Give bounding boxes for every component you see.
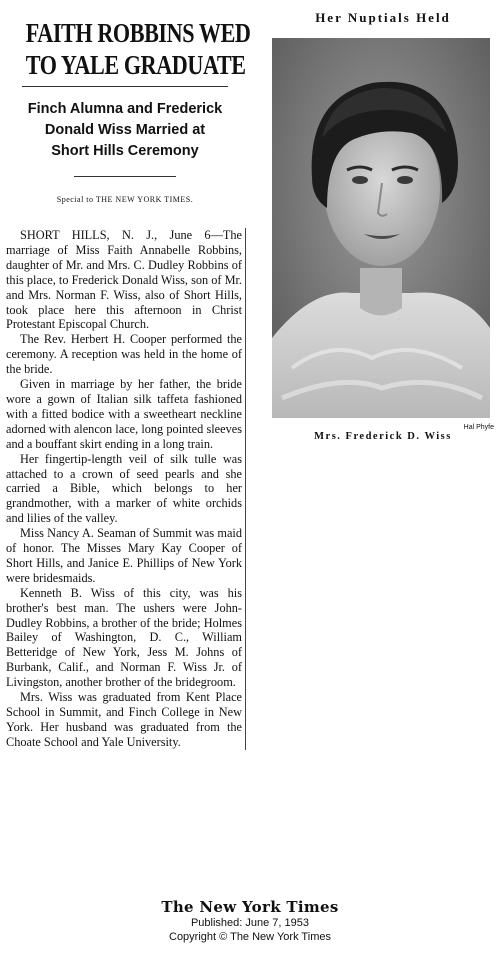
headline-line-2: TO YALE GRADUATE: [25, 50, 246, 80]
headline-line-1: FAITH ROBBINS WED: [25, 18, 251, 48]
subhead-line-3: Short Hills Ceremony: [51, 143, 199, 159]
nyt-logo: The New York Times: [161, 898, 339, 916]
article-paragraph: Kenneth B. Wiss of this city, was his brother's best man. The ushers were John-Dudley Robbins, a brother of the bride; Holmes Bailey of Washington, D. C., William Betteridge of New York, Jess M. Johns of Burbank, Calif., and Norman F. Wiss Jr. of Livingston, another brother of the bridegroom.: [6, 585, 242, 690]
subheadline: [4, 99, 246, 162]
subhead-line-1: Finch Alumna and Frederick: [27, 101, 223, 117]
photo-column: [268, 10, 498, 442]
photo-credit: Hal Phyfe: [463, 424, 494, 431]
article-paragraph: Miss Nancy A. Seaman of Summit was maid of honor. The Misses Mary Kay Cooper of Short Hills, and Janice E. Phillips of New York were bridesmaids.: [6, 526, 242, 585]
portrait-illustration: [272, 38, 490, 418]
special-credit: Special to THE NEW YORK TIMES.: [56, 195, 194, 204]
subhead-line-2: Donald Wiss Married at: [44, 122, 206, 138]
bride-portrait-photo: [272, 38, 490, 418]
article-paragraph: Given in marriage by her father, the bride wore a gown of Italian silk taffeta fashioned with a fitted bodice with a sweetheart neckline adorned with alencon lace, long pointed sleeves and a bouffant skirt ending in a long train.: [6, 377, 242, 451]
article-body: [6, 228, 246, 750]
article-paragraph: SHORT HILLS, N. J., June 6—The marriage of Miss Faith Annabelle Robbins, daughter of Mr. and Mrs. C. Dudley Robbins of this place, to Frederick Donald Wiss, son of Mr. and Mrs. Norman F. Wiss, also of Short Hills, took place here this afternoon in Christ Protestant Episcopal Church.: [6, 228, 242, 332]
article-paragraph: Her fingertip-length veil of silk tulle was attached to a crown of seed pearls and she carried a Bible, which belongs to her grandmother, with a marker of white orchids and lilies of the valley.: [6, 451, 242, 526]
headline-rule: [22, 86, 228, 87]
photo-caption: Mrs. Frederick D. Wiss: [314, 431, 452, 442]
copyright-notice: Copyright © The New York Times: [169, 931, 331, 943]
photo-heading: Her Nuptials Held: [315, 10, 451, 25]
subhead-rule: [74, 176, 176, 177]
article-paragraph: The Rev. Herbert H. Cooper performed the ceremony. A reception was held in the home of the bride.: [6, 332, 242, 377]
article-column: [4, 18, 251, 750]
published-date: Published: June 7, 1953: [190, 917, 310, 929]
footer: [0, 898, 500, 944]
article-paragraph: Mrs. Wiss was graduated from Kent Place School in Summit, and Finch College in New York. Her husband was graduated from the Choate School and Yale University.: [6, 690, 242, 749]
